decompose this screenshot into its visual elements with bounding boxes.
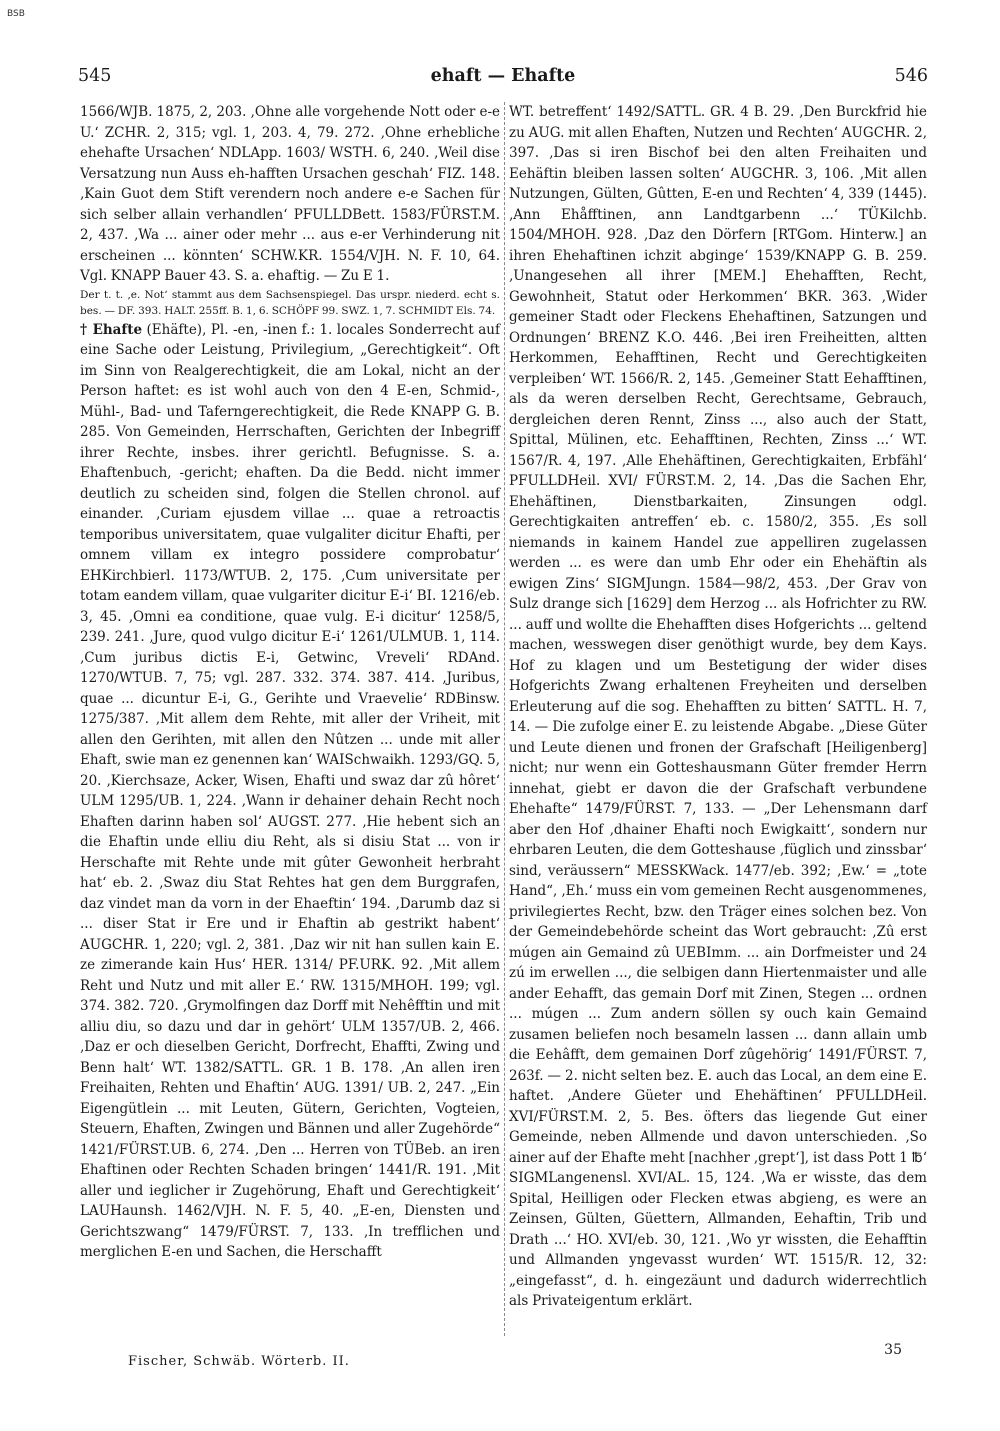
running-title: ehaft — Ehafte (430, 66, 576, 86)
page-number-right: 546 (894, 66, 928, 86)
page-number-left: 545 (78, 66, 112, 86)
left-footnote: Der t. t. ‚e. Not‘ stammt aus dem Sachsenspiegel. Das urspr. niederd. echt s. bes. — DF. 393. HALT. 255ff. B. 1, 6. SCHÖPF 99. SWZ. 1, 7. SCHMIDT Els. 74. (80, 288, 500, 317)
signature-line: Fischer, Schwäb. Wörterb. II. (128, 1354, 350, 1369)
entry-ehafte (80, 320, 500, 1263)
left-column (80, 102, 500, 1263)
sheet-number: 35 (884, 1342, 902, 1358)
entry-body: (Ehäfte), Pl. -en, -inen f.: 1. locales Sonderrecht auf eine Sache oder Leistung, Privilegium, „Gerechtigkeit“. Oft im Sinn von Realgerechtigkeit, die am Lokal, nicht an der Person haftet: es ist wohl auch von den 4 E-en, Schmid-, Mühl-, Bad- und Taferngerechtigkeit, die Rede KNAPP G. B. 285. Von Gemeinden, Herrschaften, Gerichten der Inbegriff ihrer Rechte, insbes. ihrer gerichtl. Befugnisse. S. a. Ehaftenbuch, -gericht; ehaften. Da die Bedd. nicht immer deutlich zu scheiden sind, folgen die Stellen chronol. auf einander. ‚Curiam ejusdem villae ... quae a retroactis temporibus universitatem, quae vulgaliter dicitur Ehafti, per omnem villam ex integro possidere comprobatur‘ EHKirchbierl. 1173/WTUB. 2, 175. ‚Cum universitate per totam eandem villam, quae vulgariter dicitur E-i‘ BI. 1216/eb. 3, 45. ‚Omni ea conditione, quae vulg. E-i dicitur‘ 1258/5, 239. 241. ‚Jure, quod vulgo dicitur E-i‘ 1261/ULMUB. 1, 114. ‚Cum juribus dictis E-i, Getwinc, Vreveli‘ RDAnd. 1270/WTUB. 7, 75; vgl. 287. 332. 374. 387. 414. ‚Juribus, quae ... dicuntur E-i, G., Gerihte und Vraevelie‘ RDBinsw. 1275/387. ‚Mit allem dem Rehte, mit aller der Vriheit, mit allen den Gerihten, mit allen den Nûtzen ... unde mit aller Ehaft, swie man ez genennen kan‘ WAISchwaikh. 1293/GQ. 5, 20. ‚Kierchsaze, Acker, Wisen, Ehafti und swaz dar zû hôret‘ ULM 1295/UB. 1, 224. ‚Wann ir dehainer dehain Recht noch Ehaften darinn haben sol‘ AUGST. 277. ‚Hie hebent sich an die Ehaftin unde elliu diu Reht, als si disiu Stat ... von ir Herschafte mit Rehte unde mit gûter Gewonheit herbraht hat‘ eb. 2. ‚Swaz diu Stat Rehtes hat gen dem Burggrafen, daz vindet man da vorn in der Ehaeftin‘ 194. ‚Darumb daz si ... diser Stat ir Ere und ir Ehaftin ab gestrikt habent‘ AUGCHR. 1, 220; vgl. 2, 381. ‚Daz wir nit han sullen kain E. ze zimerande kain Hus‘ HER. 1314/ PF.URK. 92. ‚Mit allem Reht und Nutz und mit aller E.‘ RW. 1315/MHOH. 199; vgl. 374. 382. 720. ‚Grymolfingen daz Dorff mit Nehêfftin und mit alliu diu, so dazu und dar in gehört‘ ULM 1357/UB. 2, 466. ‚Daz er och dieselben Gericht, Dorfrecht, Ehaffti, Zwing und Benn halt‘ WT. 1382/SATTL. GR. 1 B. 178. ‚An allen iren Freihaiten, Rehten und Ehaftin‘ AUG. 1391/ UB. 2, 247. „Ein Eigengütlein ... mit Leuten, Gütern, Gerichten, Vogteien, Steuern, Ehaften, Zwingen und Bännen und aller Zugehörde“ 1421/FÜRST.UB. 6, 274. ‚Den ... Herren von TÜBeb. an iren Ehaftinen oder Rechten Schaden bringen‘ 1441/R. 191. ‚Mit aller und ieglicher ir Zugehörung, Ehaft und Gerechtigkeit‘ LAUHaunsh. 1462/VJH. N. F. 5, 40. „E-en, Diensten und Gerichtszwang“ 1479/FÜRST. 7, 133. ‚In trefflichen und merglichen E-en und Sachen, die Herschafft (80, 321, 500, 1260)
right-column (509, 102, 927, 1312)
entry-headword: † Ehafte (80, 321, 143, 338)
library-mark: BSB (7, 9, 25, 19)
right-paragraph: WT. betreffent‘ 1492/SATTL. GR. 4 B. 29. ‚Den Burckfrid hie zu AUG. mit allen Ehaften, Nutzen und Rechten‘ AUGCHR. 2, 397. ‚Das si iren Bischof bei den alten Freihaiten und Eehäftin bleiben lassen solten‘ AUGCHR. 3, 106. ‚Mit allen Nutzungen, Gülten, Gûtten, E-en und Rechten‘ 4, 339 (1445). ‚Ann Ehåfftinen, ann Landtgarbenn ...‘ TÜKilchb. 1504/MHOH. 928. ‚Daz den Dörfern [RTGom. Hinterw.] an ihren Ehehaftinen ichzit abginge‘ 1539/KNAPP G. B. 259. ‚Unangesehen all ihrer [MEM.] Ehehafften, Recht, Gewohnheit, Statut oder Herkommen‘ BKR. 363. ‚Wider gemeiner Stadt oder Fleckens Ehehaftinen, Satzungen und Ordnungen‘ BRENZ K.O. 446. ‚Bei iren Freiheitten, altten Herkommen, Eehafftinen, Recht und Gerechtigkeiten verpleiben‘ WT. 1566/R. 2, 145. ‚Gemeiner Statt Eehafftinen, als da weren derselben Recht, Gerechtsame, Gebrauch, dergleichen deren Rennt, Zinss ..., also auch der Statt, Spittal, Mülinen, etc. Eehafftinen, Rechten, Zinss ...‘ WT. 1567/R. 4, 197. ‚Alle Ehehäftinen, Gerechtigkaiten, Erbfähl‘ PFULLDHeil. XVI/ FÜRST.M. 2, 14. ‚Das die Sachen Ehr, Ehehäftinen, Dienstbarkaiten, Zinsungen odgl. Gerechtigkaiten antreffen‘ eb. c. 1580/2, 355. ‚Es soll niemands in kainem Handel zue appelliren zugelassen werden ... es were dan umb Ehr oder ein Ehehäftin als ewigen Zins‘ SIGMJungn. 1584—98/2, 453. ‚Der Grav von Sulz drange sich [1629] dem Herzog ... als Hofrichter zu RW. ... auff und wollte die Ehehafften dises Hofgerichts ... geltend machen, wesswegen diser genöthigt wurde, bey dem Kays. Hof zu klagen und um Bestetigung der wider dises Hofgerichts Zwang erhaltenen Freyheiten und derselben Erleuterung auf die sog. Ehehafften zu bitten‘ SATTL. H. 7, 14. — Die zufolge einer E. zu leistende Abgabe. „Diese Güter und Leute dienen und fronen der Grafschaft [Heiligenberg] nicht; nur wenn ein Gotteshausmann Güter fremder Herrn innehat, giebt er davon die der Grafschaft verbundene Ehehafte“ 1479/FÜRST. 7, 133. — „Der Lehensmann darf aber den Hof ‚dhainer Ehafti noch Ewigkaitt‘, sondern nur ehrbaren Leuten, die dem Gotteshause ‚füglich und zinssbar‘ sind, veräussern“ MESSKWack. 1477/eb. 392; ‚Ew.‘ = „tote Hand“, ‚Eh.‘ muss ein vom gemeinen Recht ausgenommenes, privilegiertes Recht, bzw. den Träger eines solchen bez. Von der Gemeindebehörde scheint das Wort gebraucht: ‚Zû erst múgen ain Gemaind zû UEBImm. ... ain Dorfmeister und 24 zú im erwellen ..., die selbigen dann Hiertenmaister und alle ander Eehafft, das gemain Dorf mit Zinen, Stegen ... ordnen ... múgen ... Zum andern söllen sy ouch kain Gemaind zusamen beliefen noch besameln lassen ... dann allain umb die Eehâfft, dem gemainen Dorf zûgehörig‘ 1491/FÜRST. 7, 263f. — 2. nicht selten bez. E. auch das Local, an dem eine E. haftet. ‚Andere Güeter und Ehehäftinen‘ PFULLDHeil. XVI/FÜRST.M. 2, 5. Bes. öfters das liegende Gut einer Gemeinde, neben Allmende und davon unterschieden. ‚So ainer auf der Ehafte meht [nachher ‚grept‘], ist dass Pott 1 ℔‘ SIGMLangenensl. XVI/AL. 15, 124. ‚Wa er wisste, das dem Spital, Heilligen oder Flecken etwas abgieng, es were an Zeinsen, Gülten, Güettern, Allmanden, Eehaftin, Trib und Drath ...‘ HO. XVI/eb. 30, 121. ‚Wo yr wissten, die Eehafftin und Allmanden yngevasst wurden‘ WT. 1515/R. 12, 32: „eingefasst“, d. h. eingezäunt und dadurch widerrechtlich als Privateigentum erklärt. (509, 104, 927, 1309)
left-paragraph-continuation: 1566/WJB. 1875, 2, 203. ‚Ohne alle vorgehende Nott oder e-e U.‘ ZCHR. 2, 315; vgl. 1, 203. 4, 79. 272. ‚Ohne erhebliche ehehafte Ursachen‘ NDLApp. 1603/ WSTH. 6, 240. ‚Weil dise Versatzung nun Auss eh-hafften Ursachen geschah‘ FIZ. 148. ‚Kain Guot dem Stift verendern noch andere e-e Sachen für sich selber allain verhandlen‘ PFULLDBett. 1583/FÜRST.M. 2, 437. ‚Wa ... ainer oder mehr ... aus e-er Verhinderung nit erscheinen ... könnten‘ SCHW.KR. 1554/VJH. N. F. 10, 64. Vgl. KNAPP Bauer 43. S. a. ehaftig. — Zu E 1. (80, 104, 500, 284)
page-header (78, 66, 928, 90)
column-divider (504, 102, 505, 1336)
